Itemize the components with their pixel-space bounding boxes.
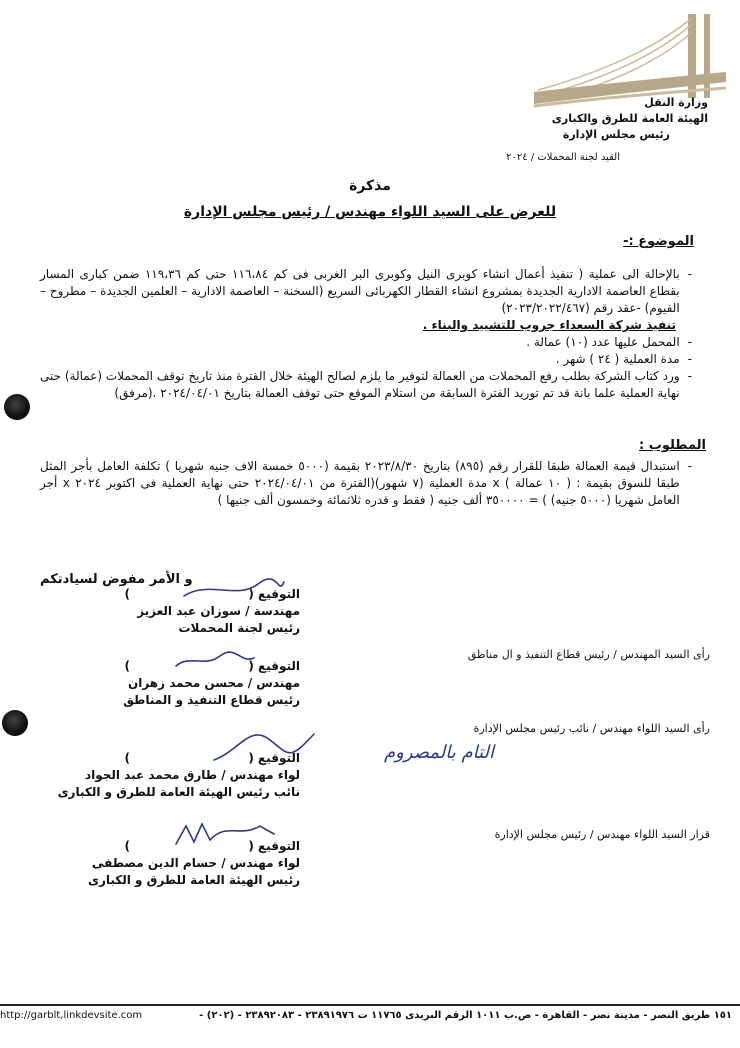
footer-url[interactable]: http://garblt,linkdevsite.com [0,1010,143,1021]
opinion-line: رأى السيد اللواء مهندس / نائب رئيس مجلس الإدارة [473,722,710,735]
signature-block-execution-sector: التوقيع ( ) مهندس / محسن محمد زهران رئيس قطاع التنفيذ و المناطق [123,659,300,707]
ministry-name: وزارة النقل [644,96,708,109]
request-text: - استبدال قيمة العمالة طبقا للقرار رقم (٨٩٥) بتاريخ ٢٠٢٣/٨/٣٠ بقيمة (٥٠٠٠ خمسة الاف جنيه شهريا ) تكلفة العامل بأجر المثل طبقا للسوق بقيمة : ( ١٠ عمالة ) x مدة العملية (٧ شهور)(الفترة من ٢٠٢٤/٠٤/٠١ حتى نهاية العملية فى اكتوبر ٢٠٢٤ x أجر العامل شهريا (٥٠٠٠ جنيه) ) = ٣٥٠٠٠٠ ألف جنيه ( فقط و قدره ثلاثمائة وخمسون ألف جنيها ) [40,459,692,507]
punch-hole [4,394,30,420]
signature-scribble [170,814,280,854]
footer-address: ١٥١ طريق النصر - مدينة نصر - القاهرة - ص.ب ١٠١١ الرقم البريدى ١١٧٦٥ ت ٢٣٨٩١٩٧٦ - ٢٣٨٩٢٠٨٣ - (٢٠٢) - [199,1010,732,1021]
footer-divider [0,1004,740,1006]
company-line: تنفيذ شركة السعداء جروب للتشييد والبناء . [422,318,676,332]
subject-bullet: - المحمل عليها عدد (١٠) عمالة . [526,335,692,349]
signature-scribble [170,648,260,674]
subject-label: الموضوع :- [623,234,694,249]
punch-hole [2,710,28,736]
handwritten-note: التام بالمصروم [384,742,495,763]
subject-bullet: - ورد كتاب الشركة بطلب رفع المحملات من العمالة لتوفير ما يلزم لصالح الهيئة خلال الفترة منذ تاريخ توقف المحملات (عمالة) حتى نهاية العملية علما بانة قد تم توريد الفترة السابقة من استلام الموقع حتى توقف العمالة بتاريخ ٢٠٢٤/٠٤/٠١ .(مرفق) [40,369,692,400]
signature-scribble [178,574,288,608]
authority-name: الهيئة العامة للطرق والكبارى [551,112,708,125]
closing-line: و الأمر مفوض لسيادتكم [40,572,193,587]
signature-block-chairman: التوقيع ( ) لواء مهندس / حسام الدين مصطفى رئيس الهيئة العامة للطرق و الكبارى [87,839,300,887]
signature-block-vice-chairman: التوقيع ( ) لواء مهندس / طارق محمد عبد الجواد نائب رئيس الهيئة العامة للطرق و الكبارى [57,751,300,799]
opinion-line: قرار السيد اللواء مهندس / رئيس مجلس الإدارة [494,828,710,841]
office-name: رئيس مجلس الإدارة [562,128,670,141]
subject-section [40,266,692,402]
signature-scribble [210,720,320,770]
opinion-line: رأى السيد المهندس / رئيس قطاع التنفيذ و ال مناطق [467,648,710,661]
signature-block-chairman-committee: التوقيع ( ) مهندسة / سوزان عبد العزيز رئيس لجنة المحملات [124,587,300,635]
request-label: المطلوب : [639,438,706,453]
subject-bullet: - بالإحالة الى عملية ( تنفيذ أعمال انشاء كوبرى النيل وكوبرى البر الغربى فى كم ١١٦،٨٤ حتى كم ١١٩،٣٦ ضمن كبارى المسار بقطاع العاصمة الادارية الجديدة بمشروع انشاء القطار الكهربائى السريع (السخنة – العاصمة الادارية – العلمين الجديدة – مطروح – الفيوم) -عقد رقم (٢٠٢٣/٢٠٢٢/٤٦٧) [40,267,692,315]
subject-bullet: - مدة العملية ( ٢٤ ) شهر . [555,352,692,366]
addressee-line: للعرض على السيد اللواء مهندس / رئيس مجلس الإدارة [183,204,557,220]
reference-number: القيد لجنة المحملات / ٢٠٢٤ [506,152,620,163]
memo-title: مذكرة [349,178,391,194]
